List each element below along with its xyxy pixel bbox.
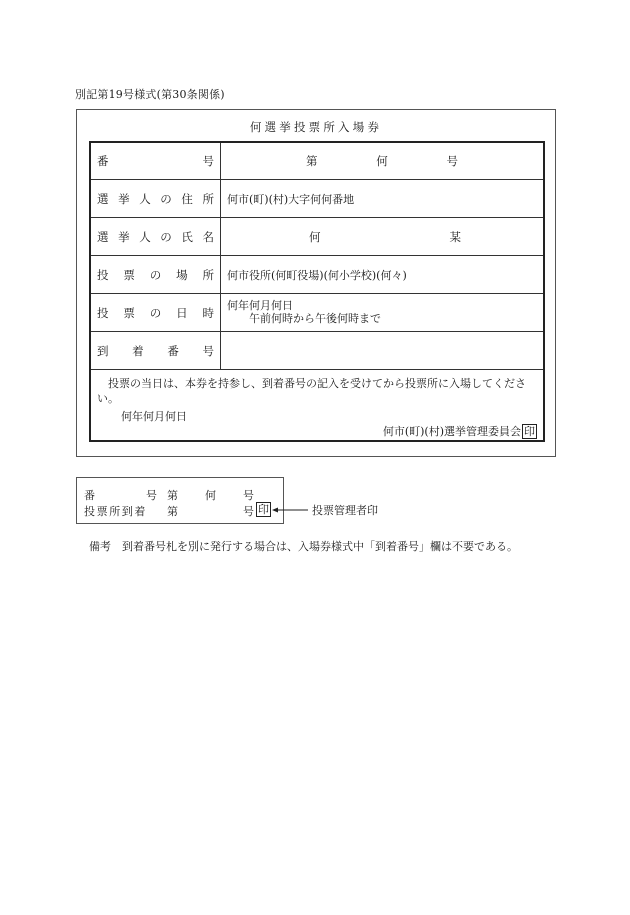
seal-mark: 印 bbox=[524, 424, 535, 438]
arrow-left-icon bbox=[272, 507, 308, 513]
label-number: 番 号 bbox=[97, 154, 214, 168]
row-address bbox=[91, 180, 543, 218]
notice-date: 何年何月何日 bbox=[121, 410, 187, 423]
issuer bbox=[383, 423, 537, 439]
value-name: 何 某 bbox=[309, 229, 461, 244]
remark-note: 備考 到着番号札を別に発行する場合は、入場券様式中「到着番号」欄は不要である。 bbox=[89, 540, 518, 553]
ticket-title: 何選挙投票所入場券 bbox=[249, 120, 383, 134]
row-name bbox=[91, 218, 543, 256]
row-place bbox=[91, 256, 543, 294]
form-heading: 別記第19号様式(第30条関係) bbox=[75, 88, 225, 101]
arrow-label: 投票管理者印 bbox=[312, 504, 378, 517]
row-number bbox=[91, 143, 543, 180]
value-datetime: 何年何月何日 午前何時から午後何時まで bbox=[227, 299, 381, 325]
arrival-stub: 番 号 第 何 号 投票所到着 第 号 印 bbox=[76, 477, 284, 524]
issuer-name: 何市(町)(村)選挙管理委員会 bbox=[382, 425, 521, 438]
value-number: 第 何 号 bbox=[306, 154, 458, 168]
admission-ticket bbox=[76, 109, 556, 457]
value-place: 何市役所(何町役場)(何小学校)(何々) bbox=[227, 268, 407, 282]
row-arrival-number bbox=[91, 332, 543, 370]
ticket-table bbox=[89, 141, 545, 442]
value-address: 何市(町)(村)大字何何番地 bbox=[227, 192, 355, 206]
ticket-notice bbox=[91, 370, 543, 440]
label-arrival-number: 到 着 番 号 bbox=[97, 343, 214, 358]
label-address: 選 挙 人 の 住 所 bbox=[97, 191, 214, 206]
label-name: 選 挙 人 の 氏 名 bbox=[97, 229, 214, 244]
row-datetime bbox=[91, 294, 543, 332]
notice-text: 投票の当日は、本券を持参し、到着番号の記入を受けてから投票所に入場してください。 bbox=[97, 377, 526, 405]
label-datetime: 投 票 の 日 時 bbox=[97, 305, 214, 320]
stub-seal-mark: 印 bbox=[258, 503, 269, 516]
label-place: 投 票 の 場 所 bbox=[97, 267, 214, 282]
